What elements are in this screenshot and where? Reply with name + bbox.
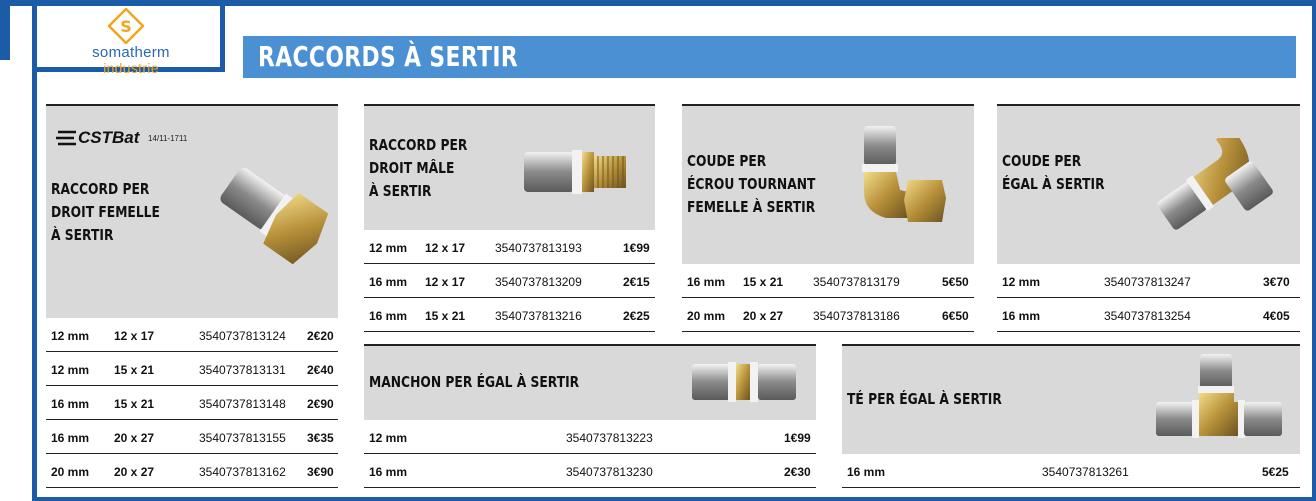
table-row: 16 mm 20 x 27 3540737813155 3€35 [46,420,338,454]
table-row: 16 mm 3540737813261 5€25 [842,454,1300,488]
table-row: 20 mm 20 x 27 3540737813186 6€50 [682,298,974,332]
product-title-coude-egal: COUDE PER ÉGAL À SERTIR [1002,152,1105,193]
frame-bottom-border [32,497,1316,501]
cstbat-certification [56,128,226,150]
page-title: RACCORDS À SERTIR [258,40,519,73]
table-row: 12 mm 12 x 17 3540737813124 2€20 [46,318,338,352]
product-title-te: TÉ PER ÉGAL À SERTIR [847,390,1002,408]
product-title-manchon: MANCHON PER ÉGAL À SERTIR [369,373,580,391]
table-row: 16 mm 15 x 21 3540737813216 2€25 [364,298,655,332]
raccord-male-image [520,146,630,198]
brand-subname: industrie [103,60,159,76]
coude-egal-image [1150,138,1275,233]
cstbat-lines-icon [56,128,78,148]
cstbat-number: 14/11-1711 [148,134,188,143]
table-row: 12 mm 15 x 21 3540737813131 2€40 [46,352,338,386]
table-row: 12 mm 3540737813223 1€99 [364,420,816,454]
table-row: 16 mm 3540737813230 2€30 [364,454,816,488]
frame-right-border [1312,0,1316,501]
product-title-coude-ecrou: COUDE PER ÉCROU TOURNANT FEMELLE À SERTIR [687,152,816,216]
table-row: 16 mm 12 x 17 3540737813209 2€15 [364,264,655,298]
brand-name: somatherm [92,44,170,61]
product-title-male: RACCORD PER DROIT MÂLE À SERTIR [369,136,468,200]
page-title-bar [243,36,1296,78]
somatherm-diamond-icon [108,8,144,44]
table-row: 16 mm 15 x 21 3540737813179 5€50 [682,264,974,298]
product-title-femelle: RACCORD PER DROIT FEMELLE À SERTIR [51,180,160,244]
raccord-femelle-image [210,158,335,268]
svg-text:S: S [120,17,132,36]
te-image [1150,352,1285,442]
brand-logo [37,6,225,76]
table-row: 20 mm 20 x 27 3540737813162 3€90 [46,454,338,488]
table-row: 16 mm 15 x 21 3540737813148 2€90 [46,386,338,420]
cstbat-logo: CSTBat [78,128,140,147]
table-row: 12 mm 3540737813247 3€70 [997,264,1300,298]
manchon-image [690,358,800,406]
table-row: 12 mm 12 x 17 3540737813193 1€99 [364,230,655,264]
coude-ecrou-image [850,122,950,232]
left-tab-marker [0,0,10,60]
table-row: 16 mm 3540737813254 4€05 [997,298,1300,332]
